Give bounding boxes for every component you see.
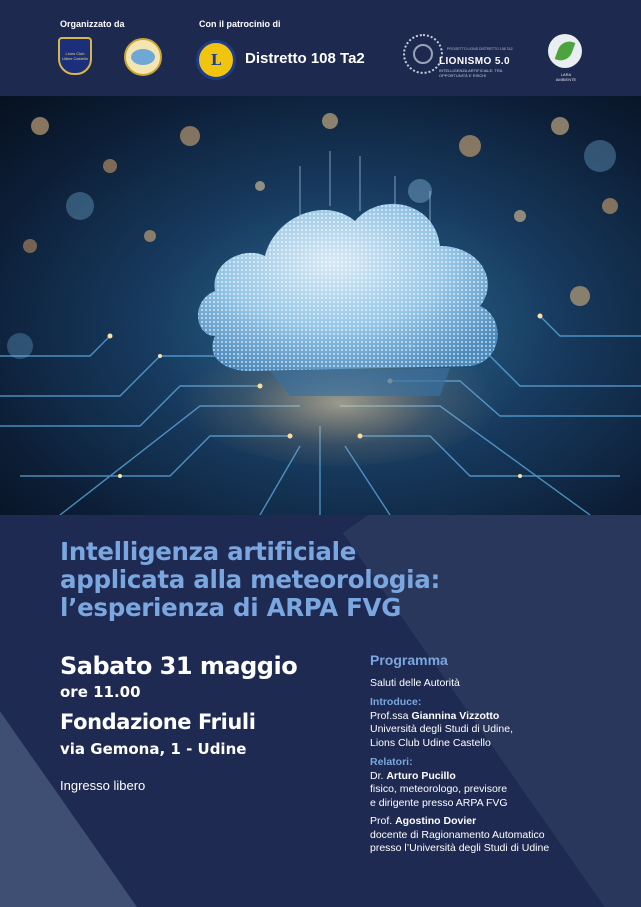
lionismo-globe-icon xyxy=(403,34,443,74)
program-section: Programma Saluti delle Autorità Introduce: Prof.ssa Giannina Vizzotto Università degli Studi di Udine, Lions Club Udine Castello Relatori: Dr. Arturo Pucillo fisico, meteorologo, previsore e dirigente presso ARPA FVG Prof. Agostino Dovier docente di Ragionamento Automatico presso l’Università degli Studi di Udine xyxy=(370,654,610,856)
speaker-1: Dr. Arturo Pucillo xyxy=(370,769,456,782)
event-address: via Gemona, 1 - Udine xyxy=(60,740,247,758)
event-title: Intelligenza artificiale applicata alla meteorologia: l’esperienza di ARPA FVG xyxy=(60,537,440,622)
lara-ambiente-logo xyxy=(548,34,582,68)
digital-cloud-icon xyxy=(198,204,498,371)
intro-label: Introduce: xyxy=(370,696,422,708)
sponsor-header xyxy=(0,0,641,96)
district-label: Distretto 108 Ta2 xyxy=(245,50,365,67)
program-heading: Programma xyxy=(370,652,448,668)
lionismo-title: LIONISMO 5.0 xyxy=(439,56,510,67)
leaf-icon xyxy=(555,38,576,63)
speaker-2: Prof. Agostino Dovier xyxy=(370,815,477,827)
ai-cloud-hero-image xyxy=(0,96,641,515)
event-venue: Fondazione Friuli xyxy=(60,710,256,734)
dove-emblem-icon xyxy=(131,49,155,65)
lara-ambiente-caption: LARA AMBIENTE xyxy=(555,72,577,82)
entry-info: Ingresso libero xyxy=(60,778,146,793)
lionismo-subtitle: INTELLIGENZA ARTIFICIALE: TRA OPPORTUNITÀ E RISCHI xyxy=(439,68,503,78)
event-date: Sabato 31 maggio xyxy=(60,652,298,680)
speakers-label: Relatori: xyxy=(370,756,413,768)
organized-by-label: Organizzato da xyxy=(60,19,125,29)
partner-club-logo xyxy=(124,38,162,76)
patronage-label: Con il patrocinio di xyxy=(199,19,281,29)
lionismo-top-text: PROGETTO LIONS DISTRETTO 108 TA2 xyxy=(447,47,513,51)
greetings-line: Saluti delle Autorità xyxy=(370,676,460,689)
lions-international-logo: L xyxy=(196,40,236,80)
lions-club-udine-castello-logo: Lions Club Udine Castello xyxy=(58,37,92,75)
event-time: ore 11.00 xyxy=(60,683,141,701)
intro-speaker: Prof.ssa Giannina Vizzotto xyxy=(370,709,500,722)
circuit-cloud-illustration xyxy=(0,96,641,515)
